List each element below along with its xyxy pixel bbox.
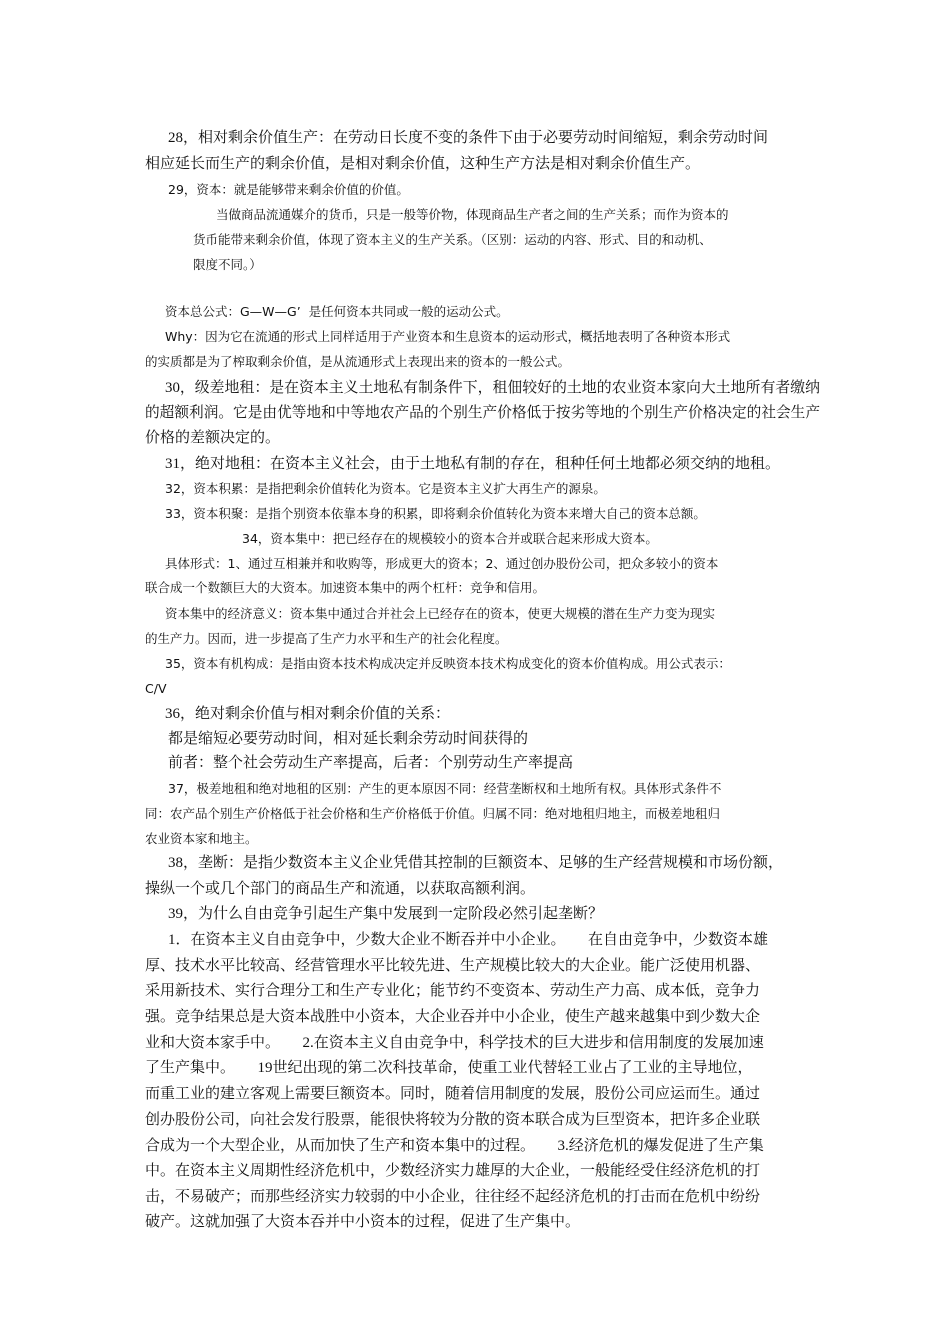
text-line: 38，垄断：是指少数资本主义企业凭借其控制的巨额资本、足够的生产经营规模和市场份额，: [168, 855, 784, 871]
text-line: 中。在资本主义周期性经济危机中，少数经济实力雄厚的大企业，一般能经受住经济危机的打: [145, 1163, 761, 1179]
text-line: C/V: [145, 681, 167, 696]
text-line: 34，资本集中：把已经存在的规模较小的资本合并或联合起来形成大资本。: [242, 531, 658, 546]
text-line: 农业资本家和地主。: [145, 831, 258, 846]
text-line: 前者：整个社会劳动生产率提高，后者：个别劳动生产率提高: [168, 755, 574, 771]
text-line: 破产。这就加强了大资本吞并中小资本的过程，促进了生产集中。: [145, 1214, 581, 1230]
text-line: 合成为一个大型企业，从而加快了生产和资本集中的过程。 3.经济危机的爆发促进了生产集: [145, 1138, 764, 1154]
text-line: 1．在资本主义自由竞争中，少数大企业不断吞并中小企业。 在自由竞争中，少数资本雄: [168, 932, 769, 948]
text-line: 都是缩短必要劳动时间，相对延长剩余劳动时间获得的: [168, 731, 529, 747]
text-line: 同：农产品个别生产价格低于社会价格和生产价格低于价值。归属不同：绝对地租归地主，而极差地租归: [145, 806, 721, 821]
text-line: 业和大资本家手中。 2.在资本主义自由竞争中，科学技术的巨大进步和信用制度的发展加速: [145, 1035, 764, 1051]
text-line: 价格的差额决定的。: [145, 430, 281, 446]
text-line: 操纵一个或几个部门的商品生产和流通，以获取高额利润。: [145, 881, 536, 897]
text-line: 强。竞争结果总是大资本战胜中小资本，大企业吞并中小企业，使生产越来越集中到少数大企: [145, 1009, 761, 1025]
text-line: 厚、技术水平比较高、经营管理水平比较先进、生产规模比较大的大企业。能广泛使用机器、: [145, 958, 761, 974]
text-line: 当做商品流通媒介的货币，只是一般等价物，体现商品生产者之间的生产关系；而作为资本的: [216, 207, 729, 222]
text-line: 的超额利润。它是由优等地和中等地农产品的个别生产价格低于按劣等地的个别生产价格决定的社会生产: [145, 405, 821, 421]
text-line: 36，绝对剩余价值与相对剩余价值的关系：: [165, 706, 451, 722]
text-line: 了生产集中。 19世纪出现的第二次科技革命，使重工业代替轻工业占了工业的主导地位，: [145, 1060, 753, 1076]
text-line: 联合成一个数额巨大的大资本。加速资本集中的两个杠杆：竞争和信用。: [145, 580, 546, 595]
text-line: 相应延长而生产的剩余价值，是相对剩余价值，这种生产方法是相对剩余价值生产。: [145, 156, 701, 172]
text-line: 33，资本积聚：是指个别资本依靠本身的积累，即将剩余价值转化为资本来增大自己的资本总额。: [165, 506, 706, 521]
text-line: 的生产力。因而，进一步提高了生产力水平和生产的社会化程度。: [145, 631, 508, 646]
text-line: 货币能带来剩余价值，体现了资本主义的生产关系。（区别：运动的内容、形式、目的和动机、: [193, 232, 712, 247]
text-line: 资本总公式：G—W—G’ 是任何资本共同或一般的运动公式。: [165, 304, 509, 319]
text-line: 28，相对剩余价值生产：在劳动日长度不变的条件下由于必要劳动时间缩短，剩余劳动时间: [168, 130, 769, 146]
text-line: 采用新技术、实行合理分工和生产专业化；能节约不变资本、劳动生产力高、成本低，竞争力: [145, 983, 761, 999]
text-line: 32，资本积累：是指把剩余价值转化为资本。它是资本主义扩大再生产的源泉。: [165, 481, 606, 496]
text-line: Why：因为它在流通的形式上同样适用于产业资本和生息资本的运动形式，概括地表明了各种资本形式: [165, 329, 731, 344]
text-line: 资本集中的经济意义：资本集中通过合并社会上已经存在的资本，使更大规模的潜在生产力变为现实: [165, 606, 716, 621]
text-line: 31，绝对地租：在资本主义社会，由于土地私有制的存在，租种任何土地都必须交纳的地租。: [165, 456, 781, 472]
text-line: 35，资本有机构成：是指由资本技术构成决定并反映资本技术构成变化的资本价值构成。用公式表示：: [165, 656, 731, 671]
text-line: 29，资本：就是能够带来剩余价值的价值。: [168, 182, 409, 197]
text-line: 具体形式：1、通过互相兼并和收购等，形成更大的资本；2、通过创办股份公司，把众多较小的资本: [165, 556, 719, 571]
text-line: 击，不易破产；而那些经济实力较弱的中小企业，往往经不起经济危机的打击而在危机中纷纷: [145, 1189, 761, 1205]
text-line: 而重工业的建立客观上需要巨额资本。同时，随着信用制度的发展，股份公司应运而生。通过: [145, 1086, 761, 1102]
text-line: 39，为什么自由竞争引起生产集中发展到一定阶段必然引起垄断？: [168, 906, 604, 922]
text-line: 限度不同。）: [193, 257, 262, 272]
text-line: 创办股份公司，向社会发行股票，能很快将较为分散的资本联合成为巨型资本，把许多企业联: [145, 1112, 761, 1128]
text-line: 30，级差地租：是在资本主义土地私有制条件下，租佃较好的土地的农业资本家向大土地所有者缴纳: [165, 380, 820, 396]
text-line: 的实质都是为了榨取剩余价值，是从流通形式上表现出来的资本的一般公式。: [145, 354, 571, 369]
text-line: 37，极差地租和绝对地租的区别：产生的更本原因不同：经营垄断权和土地所有权。具体形式条件不: [168, 781, 722, 796]
